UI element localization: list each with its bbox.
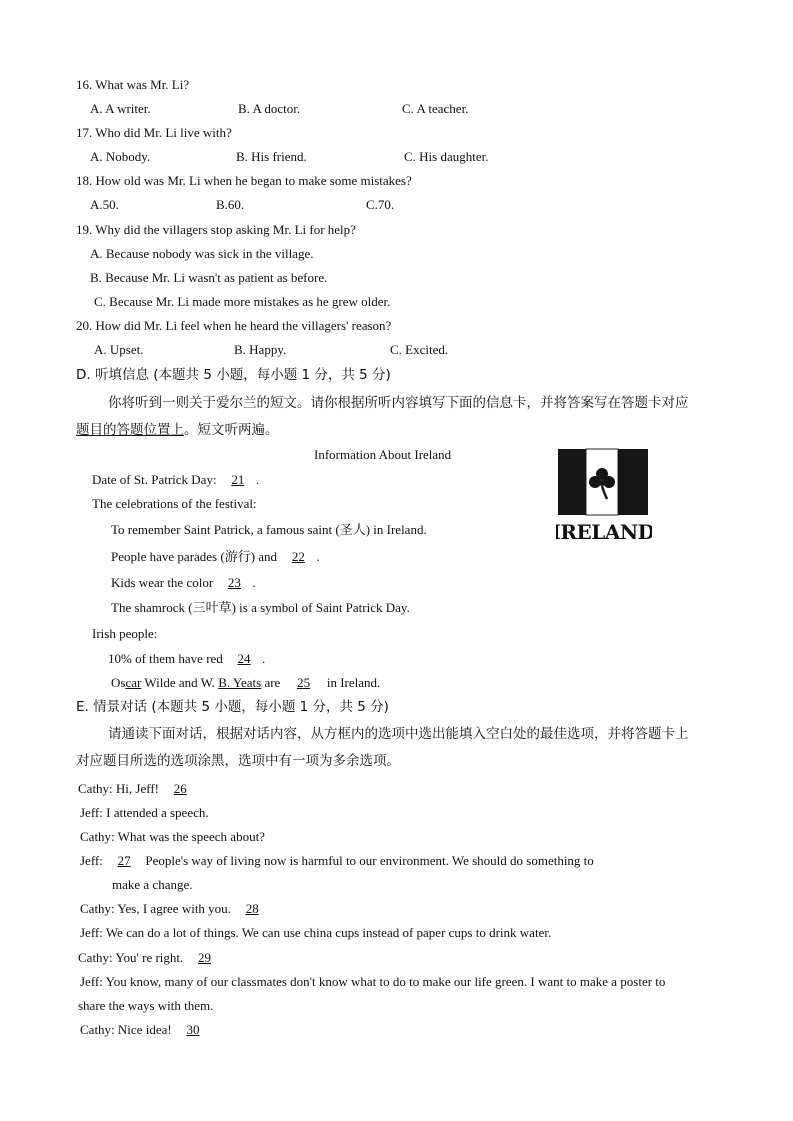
wilde-part-e: are	[264, 675, 281, 690]
blank-26[interactable]: 26	[173, 781, 187, 796]
blank-24[interactable]: 24	[237, 651, 251, 666]
celebrations-label: The celebrations of the festival:	[92, 496, 257, 511]
dialogue-line-3: Cathy: What was the speech about?	[80, 829, 265, 844]
dialogue-line-7	[78, 950, 223, 966]
parades-line: People have parades (游行) and 22 .	[111, 549, 320, 564]
section-e-instruction-line2: 对应题目所选的选项涂黑，选项中有一项为多余选项。	[76, 753, 400, 769]
dialogue-line-4	[80, 853, 594, 869]
dialogue-4-speaker: Jeff:	[80, 853, 103, 868]
wilde-part-a: Os	[111, 675, 126, 690]
dialogue-line-9	[80, 1022, 211, 1038]
instruction-underlined: 题目的答题位置上	[76, 422, 184, 438]
question-17-option-a: A. Nobody.	[90, 149, 151, 164]
shamrock-line: The shamrock (三叶草) is a symbol of Saint Patrick Day.	[111, 600, 410, 615]
ireland-logo-text: IRELAND	[556, 520, 652, 543]
section-d-instruction-line2	[76, 422, 279, 438]
question-18-option-b: B.60.	[216, 197, 245, 212]
red-line: 10% of them have red 24 .	[108, 651, 266, 666]
blank-29[interactable]: 29	[198, 950, 212, 965]
question-17-stem: 17. Who did Mr. Li live with?	[76, 125, 232, 140]
dialogue-line-6: Jeff: We can do a lot of things. We can use china cups instead of paper cups to drink water.	[80, 925, 552, 940]
instruction-rest: 。短文听两遍。	[184, 422, 279, 438]
blank-22[interactable]: 22	[291, 549, 305, 564]
question-18-stem: 18. How old was Mr. Li when he began to make some mistakes?	[76, 173, 412, 188]
question-16-stem: 16. What was Mr. Li?	[76, 77, 190, 92]
section-e-heading: E. 情景对话 (本题共 5 小题，每小题 1 分，共 5 分)	[76, 699, 389, 715]
wilde-part-b: car	[125, 675, 142, 690]
dialogue-line-8-cont: share the ways with them.	[78, 998, 214, 1013]
section-e-instruction-line1: 请通读下面对话，根据对话内容，从方框内的选项中选出能填入空白处的最佳选项，并将答题卡上	[108, 726, 689, 742]
question-20-stem: 20. How did Mr. Li feel when he heard the villagers' reason?	[76, 318, 392, 333]
dialogue-4-text: People's way of living now is harmful to our environment. We should do something to	[145, 853, 594, 868]
question-16-option-a: A. A writer.	[90, 101, 151, 116]
remember-line: To remember Saint Patrick, a famous saint (圣人) in Ireland.	[111, 522, 427, 537]
irish-label: Irish people:	[92, 626, 158, 641]
dialogue-5-text: Cathy: Yes, I agree with you.	[80, 901, 231, 916]
question-17-option-b: B. His friend.	[236, 149, 307, 164]
question-20-option-b: B. Happy.	[234, 342, 287, 357]
blank-28[interactable]: 28	[245, 901, 259, 916]
dialogue-line-1	[78, 781, 198, 797]
dialogue-1-text: Cathy: Hi, Jeff!	[78, 781, 159, 796]
wilde-part-f: in Ireland.	[326, 675, 381, 690]
parades-text: People have parades (游行) and	[111, 549, 278, 564]
section-d-heading: D. 听填信息 (本题共 5 小题，每小题 1 分，共 5 分)	[76, 367, 391, 383]
dialogue-line-8: Jeff: You know, many of our classmates don't know what to do to make our life green. I want to make a poster to	[80, 974, 666, 989]
dialogue-9-text: Cathy: Nice idea!	[80, 1022, 172, 1037]
date-label: Date of St. Patrick Day:	[92, 472, 217, 487]
question-20-option-c: C. Excited.	[390, 342, 449, 357]
kids-text: Kids wear the color	[111, 575, 214, 590]
question-19-option-a: A. Because nobody was sick in the village.	[90, 246, 314, 261]
question-17-option-c: C. His daughter.	[404, 149, 489, 164]
wilde-part-c: Wilde and W.	[141, 675, 215, 690]
section-d-instruction-line1: 你将听到一则关于爱尔兰的短文。请你根据所听内容填写下面的信息卡，并将答案写在答题卡对应	[108, 395, 689, 411]
shamrock-flag-icon	[556, 447, 652, 543]
question-18-option-c: C.70.	[366, 197, 395, 212]
question-19-option-b: B. Because Mr. Li wasn't as patient as before.	[90, 270, 328, 285]
blank-27[interactable]: 27	[117, 853, 131, 868]
question-19-option-c: C. Because Mr. Li made more mistakes as he grew older.	[94, 294, 391, 309]
dialogue-7-text: Cathy: You' re right.	[78, 950, 184, 965]
dialogue-line-5	[80, 901, 270, 917]
wilde-part-d: B. Yeats	[218, 675, 262, 690]
date-line: Date of St. Patrick Day: 21 .	[92, 472, 260, 487]
red-text: 10% of them have red	[108, 651, 223, 666]
blank-23[interactable]: 23	[227, 575, 241, 590]
question-16-option-b: B. A doctor.	[238, 101, 301, 116]
dialogue-line-2: Jeff: I attended a speech.	[80, 805, 209, 820]
dialogue-line-4-cont: make a change.	[112, 877, 193, 892]
blank-21[interactable]: 21	[231, 472, 245, 487]
question-16-option-c: C. A teacher.	[402, 101, 469, 116]
ireland-logo	[556, 447, 652, 543]
question-19-stem: 19. Why did the villagers stop asking Mr. Li for help?	[76, 222, 356, 237]
wilde-line	[111, 675, 380, 691]
kids-line: Kids wear the color 23 .	[111, 575, 256, 590]
blank-25[interactable]: 25	[297, 675, 311, 690]
info-card-title: Information About Ireland	[314, 447, 452, 462]
question-20-option-a: A. Upset.	[94, 342, 144, 357]
blank-30[interactable]: 30	[186, 1022, 200, 1037]
question-18-option-a: A.50.	[90, 197, 119, 212]
